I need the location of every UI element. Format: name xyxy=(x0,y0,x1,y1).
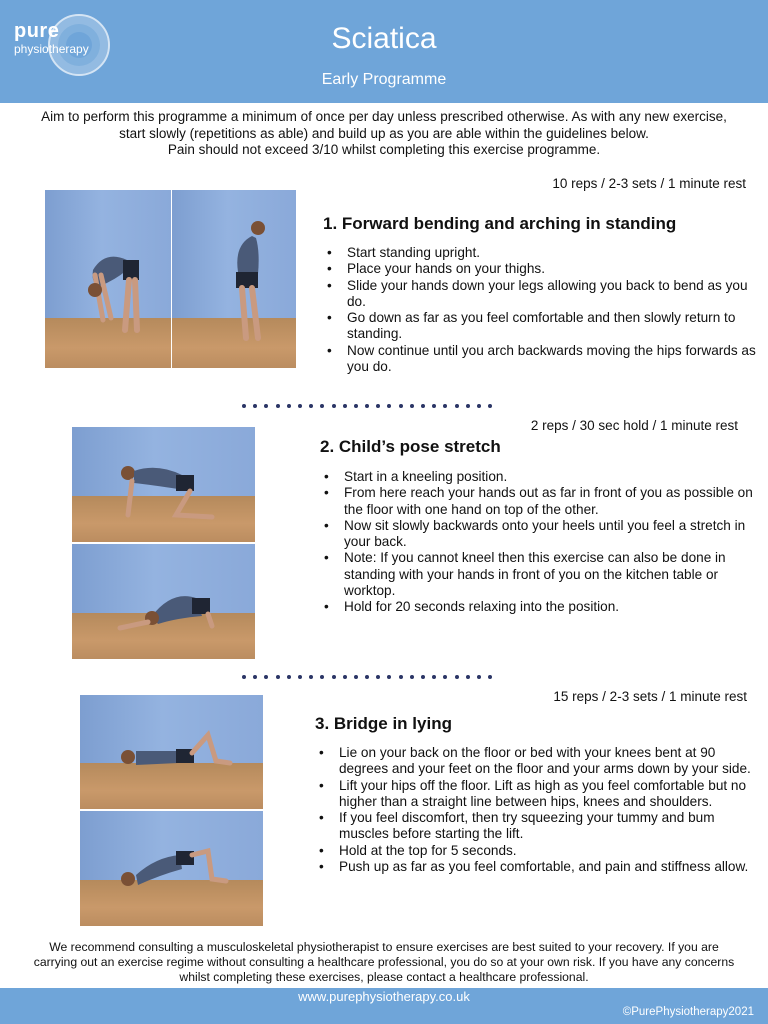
exercise-3-dose: 15 reps / 2-3 sets / 1 minute rest xyxy=(553,689,747,704)
list-item: • Now sit slowly backwards onto your heels until you feel a stretch in your back. xyxy=(322,518,754,551)
bridge-start-image xyxy=(80,695,263,809)
exercise-1-title: 1. Forward bending and arching in standing xyxy=(323,214,677,233)
disclaimer xyxy=(10,940,758,985)
exercise-3-photo xyxy=(80,695,263,926)
list-item: • If you feel discomfort, then try squeezing your tummy and bum muscles before starting the lift. xyxy=(317,810,755,843)
website-link[interactable]: www.purephysiotherapy.co.uk xyxy=(298,989,470,1004)
list-item: • Place your hands on your thighs. xyxy=(325,261,760,277)
list-item: • Now continue until you arch backwards moving the hips forwards as you do. xyxy=(325,343,760,376)
list-item: • From here reach your hands out as far in front of you as possible on the floor with one hand on top of the other. xyxy=(322,485,754,518)
list-item: • Start standing upright. xyxy=(325,245,760,261)
list-item: • Hold for 20 seconds relaxing into the position. xyxy=(322,599,754,615)
list-item: • Push up as far as you feel comfortable, and pain and stiffness allow. xyxy=(317,859,755,875)
disclaimer-line: whilst completing these exercises, please contact a healthcare professional. xyxy=(179,970,589,984)
page-header xyxy=(0,0,768,103)
list-item: • Slide your hands down your legs allowing you back to bend as you do. xyxy=(325,278,760,311)
exercise-1-photo xyxy=(45,190,296,368)
page-subtitle: Early Programme xyxy=(321,71,447,88)
exercise-1-dose: 10 reps / 2-3 sets / 1 minute rest xyxy=(552,176,746,191)
intro-text xyxy=(10,109,758,159)
intro-line: Aim to perform this programme a minimum of once per day unless prescribed otherwise. As with any new exercise, xyxy=(41,109,727,124)
exercise-2-dose: 2 reps / 30 sec hold / 1 minute rest xyxy=(530,418,738,433)
intro-line: Pain should not exceed 3/10 whilst completing this exercise programme. xyxy=(167,142,601,157)
childs-pose-image xyxy=(72,544,255,659)
list-item: • Note: If you cannot kneel then this exercise can also be done in standing with your hands in front of you on the kitchen table or worktop. xyxy=(322,550,754,599)
exercise-2-steps xyxy=(322,469,754,616)
list-item: • Lift your hips off the floor. Lift as high as you feel comfortable but no higher than a straight line between hips, knees and shoulders. xyxy=(317,778,755,811)
kneeling-image xyxy=(72,427,255,542)
bridge-lift-image xyxy=(80,811,263,926)
exercise-2-photo xyxy=(72,427,255,659)
forward-bend-image xyxy=(45,190,171,368)
page-footer xyxy=(0,988,768,1024)
exercise-3-title: 3. Bridge in lying xyxy=(315,714,452,733)
logo-word-pure: pure xyxy=(14,20,60,42)
dotted-separator xyxy=(242,675,499,679)
exercise-2-title: 2. Child’s pose stretch xyxy=(320,437,501,456)
exercise-1-steps xyxy=(325,245,760,375)
copyright-text: ©PurePhysiotherapy2021 xyxy=(622,1006,754,1018)
disclaimer-line: We recommend consulting a musculoskeletal physiotherapist to ensure exercises are best suited to your recovery. If you are xyxy=(49,940,719,954)
page-title: Sciatica xyxy=(331,22,437,55)
dotted-separator xyxy=(242,404,499,408)
list-item: • Start in a kneeling position. xyxy=(322,469,754,485)
list-item: • Go down as far as you feel comfortable and then slowly return to standing. xyxy=(325,310,760,343)
logo-word-physiotherapy: physiotherapy xyxy=(14,42,89,56)
back-arch-image xyxy=(172,190,296,368)
disclaimer-line: carrying out an exercise regime without consulting a healthcare professional, you do so at your own risk. If you have any concerns xyxy=(33,955,735,969)
intro-line: start slowly (repetitions as able) and build up as you are able within the guidelines below. xyxy=(119,125,649,141)
exercise-3-steps xyxy=(317,745,755,875)
list-item: • Hold at the top for 5 seconds. xyxy=(317,843,755,859)
list-item: • Lie on your back on the floor or bed with your knees bent at 90 degrees and your feet on the floor and your arms down by your side. xyxy=(317,745,755,778)
